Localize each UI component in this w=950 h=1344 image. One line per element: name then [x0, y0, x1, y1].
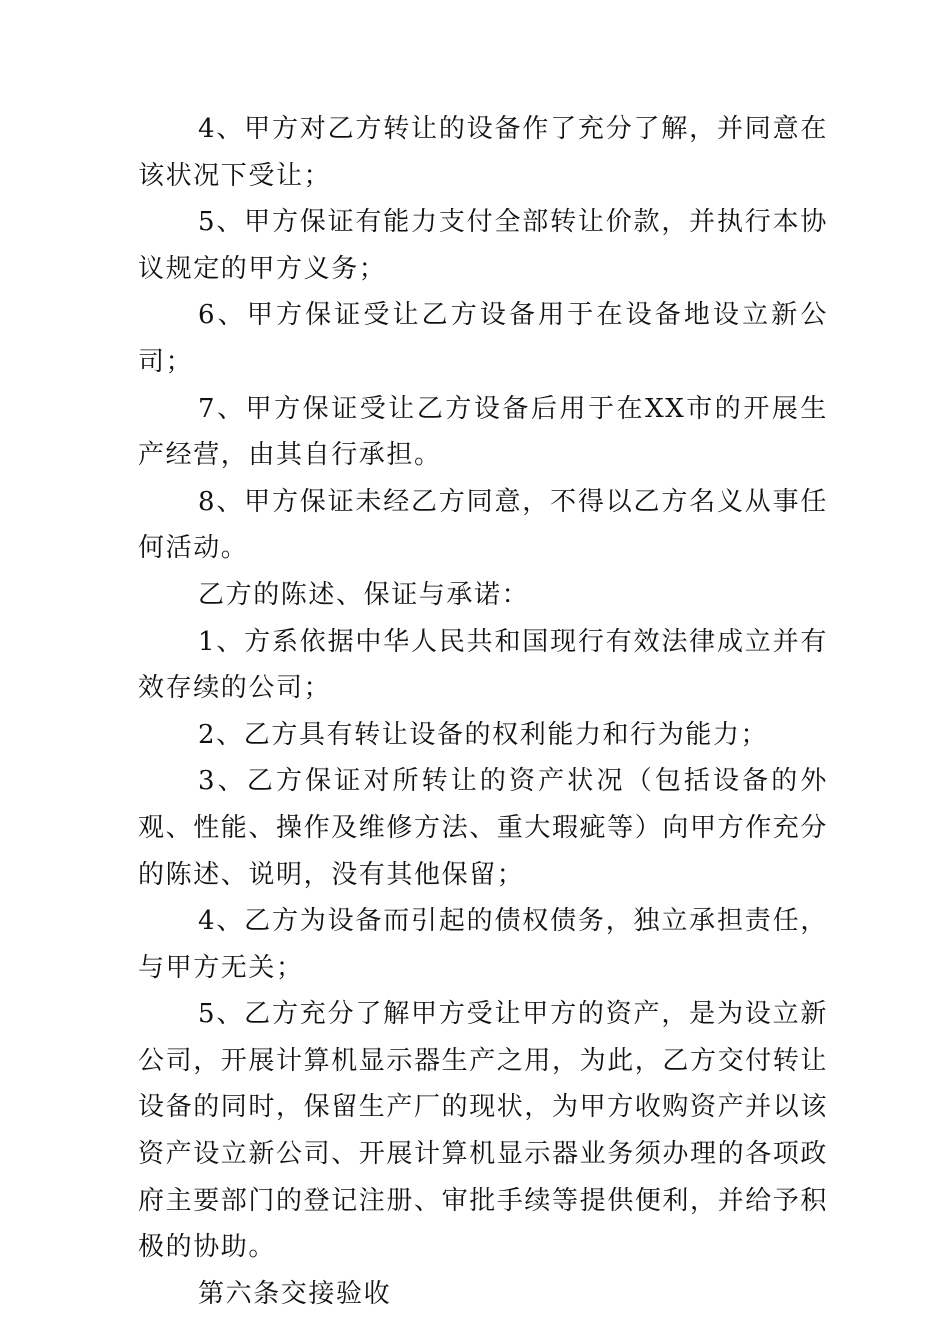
paragraph-obligation-b5: 5、乙方充分了解甲方受让甲方的资产，是为设立新公司，开展计算机显示器生产之用，为此，乙方交付转让设备的同时，保留生产厂的现状，为甲方收购资产并以该资产设立新公司、开展计算机显示器业务须办理的各项政府主要部门的登记注册、审批手续等提供便利，并给予积极的协助。	[138, 999, 829, 1263]
section-heading-party-b: 乙方的陈述、保证与承诺：	[198, 579, 530, 610]
paragraph-obligation-a7: 7、甲方保证受让乙方设备后用于在XX市的开展生产经营，由其自行承担。	[138, 393, 828, 471]
document-body	[138, 106, 828, 1317]
paragraph-obligation-b4: 4、乙方为设备而引起的债权债务，独立承担责任，与甲方无关；	[138, 906, 828, 983]
paragraph-obligation-a4: 4、甲方对乙方转让的设备作了充分了解，并同意在该状况下受让；	[138, 114, 828, 191]
paragraph-obligation-a6: 6、甲方保证受让乙方设备用于在设备地设立新公司；	[138, 300, 828, 377]
paragraph-obligation-b1: 1、方系依据中华人民共和国现行有效法律成立并有效存续的公司；	[138, 626, 828, 704]
article-heading-handover: 第六条交接验收	[198, 1278, 392, 1309]
paragraph-obligation-b2: 2、乙方具有转让设备的权利能力和行为能力；	[198, 719, 769, 750]
paragraph-obligation-a5: 5、甲方保证有能力支付全部转让价款，并执行本协议规定的甲方义务；	[138, 207, 828, 284]
paragraph-obligation-a8: 8、甲方保证未经乙方同意，不得以乙方名义从事任何活动。	[138, 486, 828, 564]
paragraph-obligation-b3: 3、乙方保证对所转让的资产状况（包括设备的外观、性能、操作及维修方法、重大瑕疵等）向甲方作充分的陈述、说明，没有其他保留；	[138, 766, 829, 890]
